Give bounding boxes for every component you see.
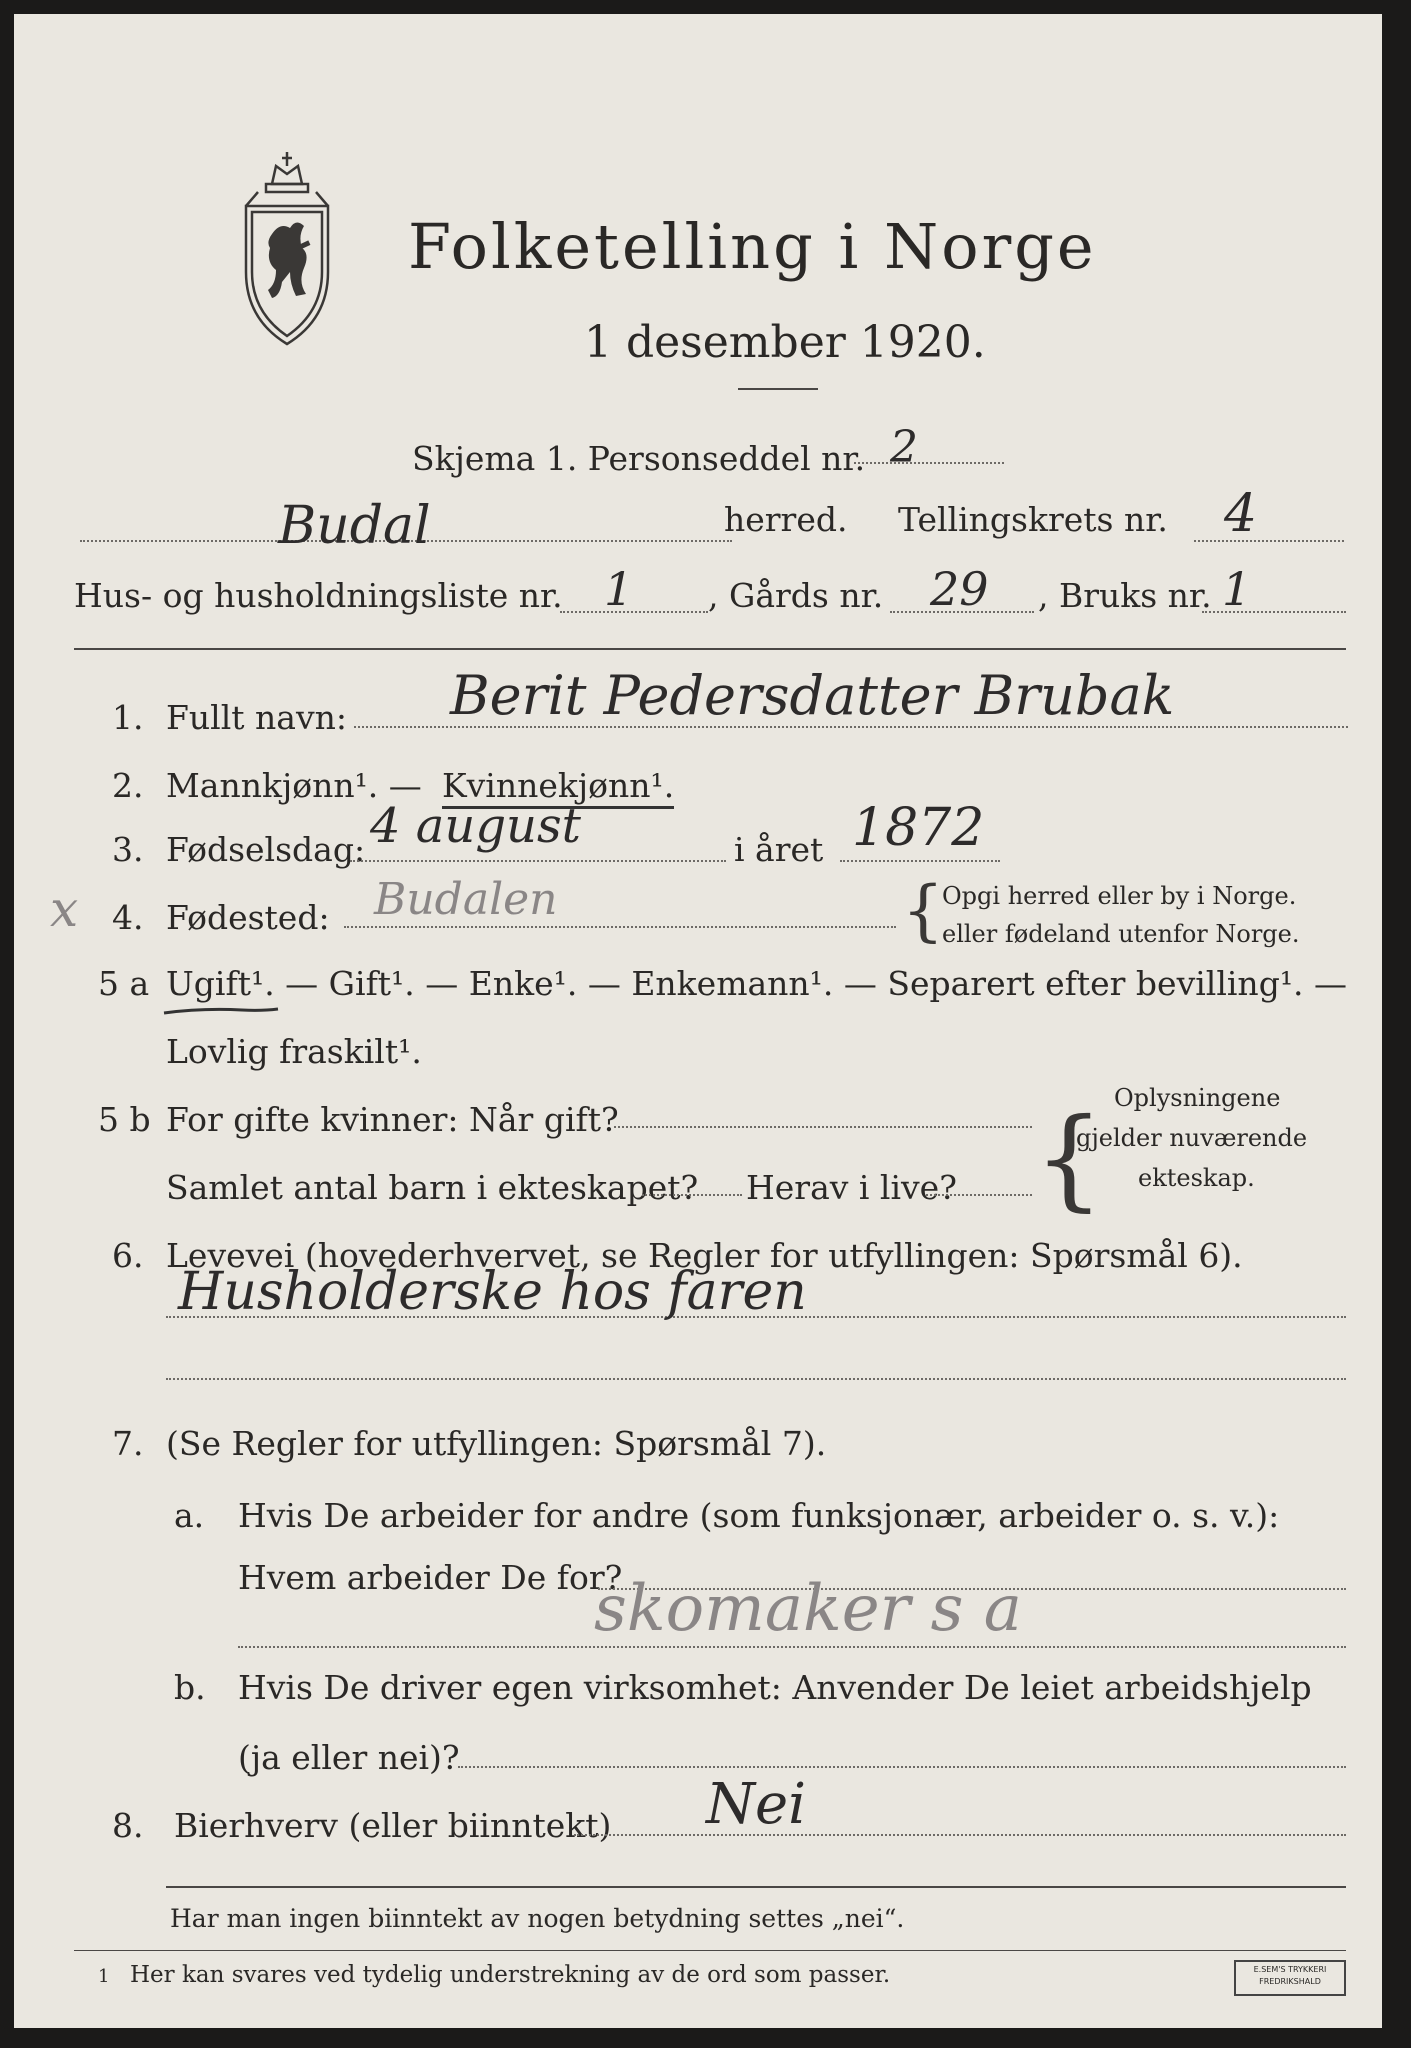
q3-year-label: i året	[734, 830, 824, 869]
skjema-label: Skjema 1. Personseddel nr.	[412, 439, 866, 478]
q4-label: Fødested:	[166, 898, 330, 937]
q3-value: 4 august	[370, 798, 581, 854]
q7-number: 7.	[112, 1424, 144, 1463]
q5a-ugift-underline	[162, 1004, 282, 1018]
q6-number: 6.	[112, 1236, 144, 1275]
q6-label: Levevei (hovederhvervet, se Regler for utfyllingen: Spørsmål 6).	[166, 1236, 1243, 1275]
footer-note: Har man ingen biinntekt av nogen betydning settes „nei“.	[170, 1904, 905, 1933]
hus-number: 1	[604, 562, 634, 616]
hus-label: Hus- og husholdningsliste nr.	[74, 576, 563, 615]
q2-mann: Mannkjønn¹. —	[166, 766, 422, 805]
footer-divider	[166, 1886, 1346, 1888]
q7a-line2: Hvem arbeider De for?	[238, 1558, 623, 1597]
q7b-line2: (ja eller nei)?	[238, 1738, 460, 1777]
q4-margin-mark: x	[50, 880, 79, 938]
q4-note-line1: Opgi herred eller by i Norge.	[942, 882, 1297, 910]
q7a-number: a.	[174, 1496, 205, 1535]
q7-label: (Se Regler for utfyllingen: Spørsmål 7).	[166, 1424, 827, 1463]
q8-value: Nei	[706, 1772, 807, 1837]
norway-coat-of-arms-icon	[232, 144, 342, 354]
q5b-barn-line	[642, 1194, 742, 1196]
gards-label: , Gårds nr.	[708, 576, 884, 615]
printer-line1: E.SEM'S TRYKKERI	[1253, 1965, 1327, 1974]
q5b-line2b: Herav i live?	[746, 1168, 957, 1207]
q2-number: 2.	[112, 766, 144, 805]
q6-value: Husholderske hos faren	[178, 1262, 807, 1322]
q4-note-brace: {	[902, 872, 944, 949]
q5a-number: 5 a	[98, 964, 150, 1003]
herred-label: herred.	[724, 500, 848, 539]
q4-note-line2: eller fødeland utenfor Norge.	[942, 920, 1300, 948]
q7b-line	[458, 1766, 1346, 1768]
herred-value: Budal	[278, 496, 431, 556]
q3-number: 3.	[112, 830, 144, 869]
q3-line	[350, 860, 726, 862]
q7b-line1: Hvis De driver egen virksomhet: Anvender De leiet arbeidshjelp	[238, 1668, 1312, 1707]
q2-kvinne-underlined: Kvinnekjønn¹.	[442, 766, 674, 809]
q3-year-line	[840, 860, 1000, 862]
q4-line	[344, 926, 896, 928]
q5b-note-line3: ekteskap.	[1138, 1164, 1255, 1192]
bruks-number: 1	[1222, 562, 1252, 616]
q7b-number: b.	[174, 1668, 206, 1707]
tellingskrets-label: Tellingskrets nr.	[898, 500, 1168, 539]
q1-label: Fullt navn:	[166, 698, 347, 737]
q5b-line2a: Samlet antal barn i ekteskapet?	[166, 1168, 699, 1207]
q8-line	[574, 1834, 1346, 1836]
q5a-line1: Ugift¹. — Gift¹. — Enke¹. — Enkemann¹. — Separert efter bevilling¹. —	[166, 964, 1348, 1003]
personseddel-line	[854, 462, 1004, 464]
q1-value: Berit Pedersdatter Brubak	[450, 664, 1175, 727]
q5a-line2: Lovlig fraskilt¹.	[166, 1032, 422, 1071]
q8-number: 8.	[112, 1806, 144, 1845]
q3-label: Fødselsdag:	[166, 830, 366, 869]
q4-number: 4.	[112, 898, 144, 937]
q5b-live-line	[926, 1194, 1032, 1196]
tellingskrets-line	[1194, 540, 1344, 542]
q5b-note-brace: {	[1034, 1094, 1104, 1222]
section-divider	[74, 648, 1346, 650]
tellingskrets-number: 4	[1224, 484, 1258, 544]
q3-year: 1872	[852, 798, 985, 858]
q6-line2	[166, 1378, 1346, 1380]
q5b-note-line1: Oplysningene	[1114, 1084, 1281, 1112]
q7a-line1: Hvis De arbeider for andre (som funksjonær, arbeider o. s. v.):	[238, 1496, 1280, 1535]
footnote-text: Her kan svares ved tydelig understrekning av de ord som passer.	[130, 1962, 891, 1988]
title-divider	[738, 388, 818, 390]
gards-number: 29	[930, 562, 989, 616]
q5b-gift-line	[614, 1126, 1032, 1128]
page-title: Folketelling i Norge	[408, 210, 1097, 283]
q5b-number: 5 b	[98, 1100, 151, 1139]
census-date: 1 desember 1920.	[584, 317, 986, 368]
q8-label: Bierhverv (eller biinntekt)	[174, 1806, 612, 1845]
bruks-label: , Bruks nr.	[1038, 576, 1212, 615]
hus-line	[560, 611, 708, 613]
footnote-number: 1	[98, 1966, 110, 1987]
q1-number: 1.	[112, 698, 144, 737]
personseddel-number: 2	[890, 422, 918, 473]
q7a-value: skomaker s a	[594, 1572, 1022, 1646]
footnote-divider	[74, 1950, 1346, 1951]
census-form-page	[14, 14, 1382, 2028]
printer-stamp	[1234, 1960, 1346, 1996]
printer-line2: FREDRIKSHALD	[1259, 1977, 1321, 1986]
q4-value: Budalen	[374, 874, 558, 925]
q7a-line2-blank	[238, 1646, 1346, 1648]
q5b-line1: For gifte kvinner: Når gift?	[166, 1100, 619, 1139]
q5b-note-line2: gjelder nuværende	[1076, 1124, 1308, 1152]
